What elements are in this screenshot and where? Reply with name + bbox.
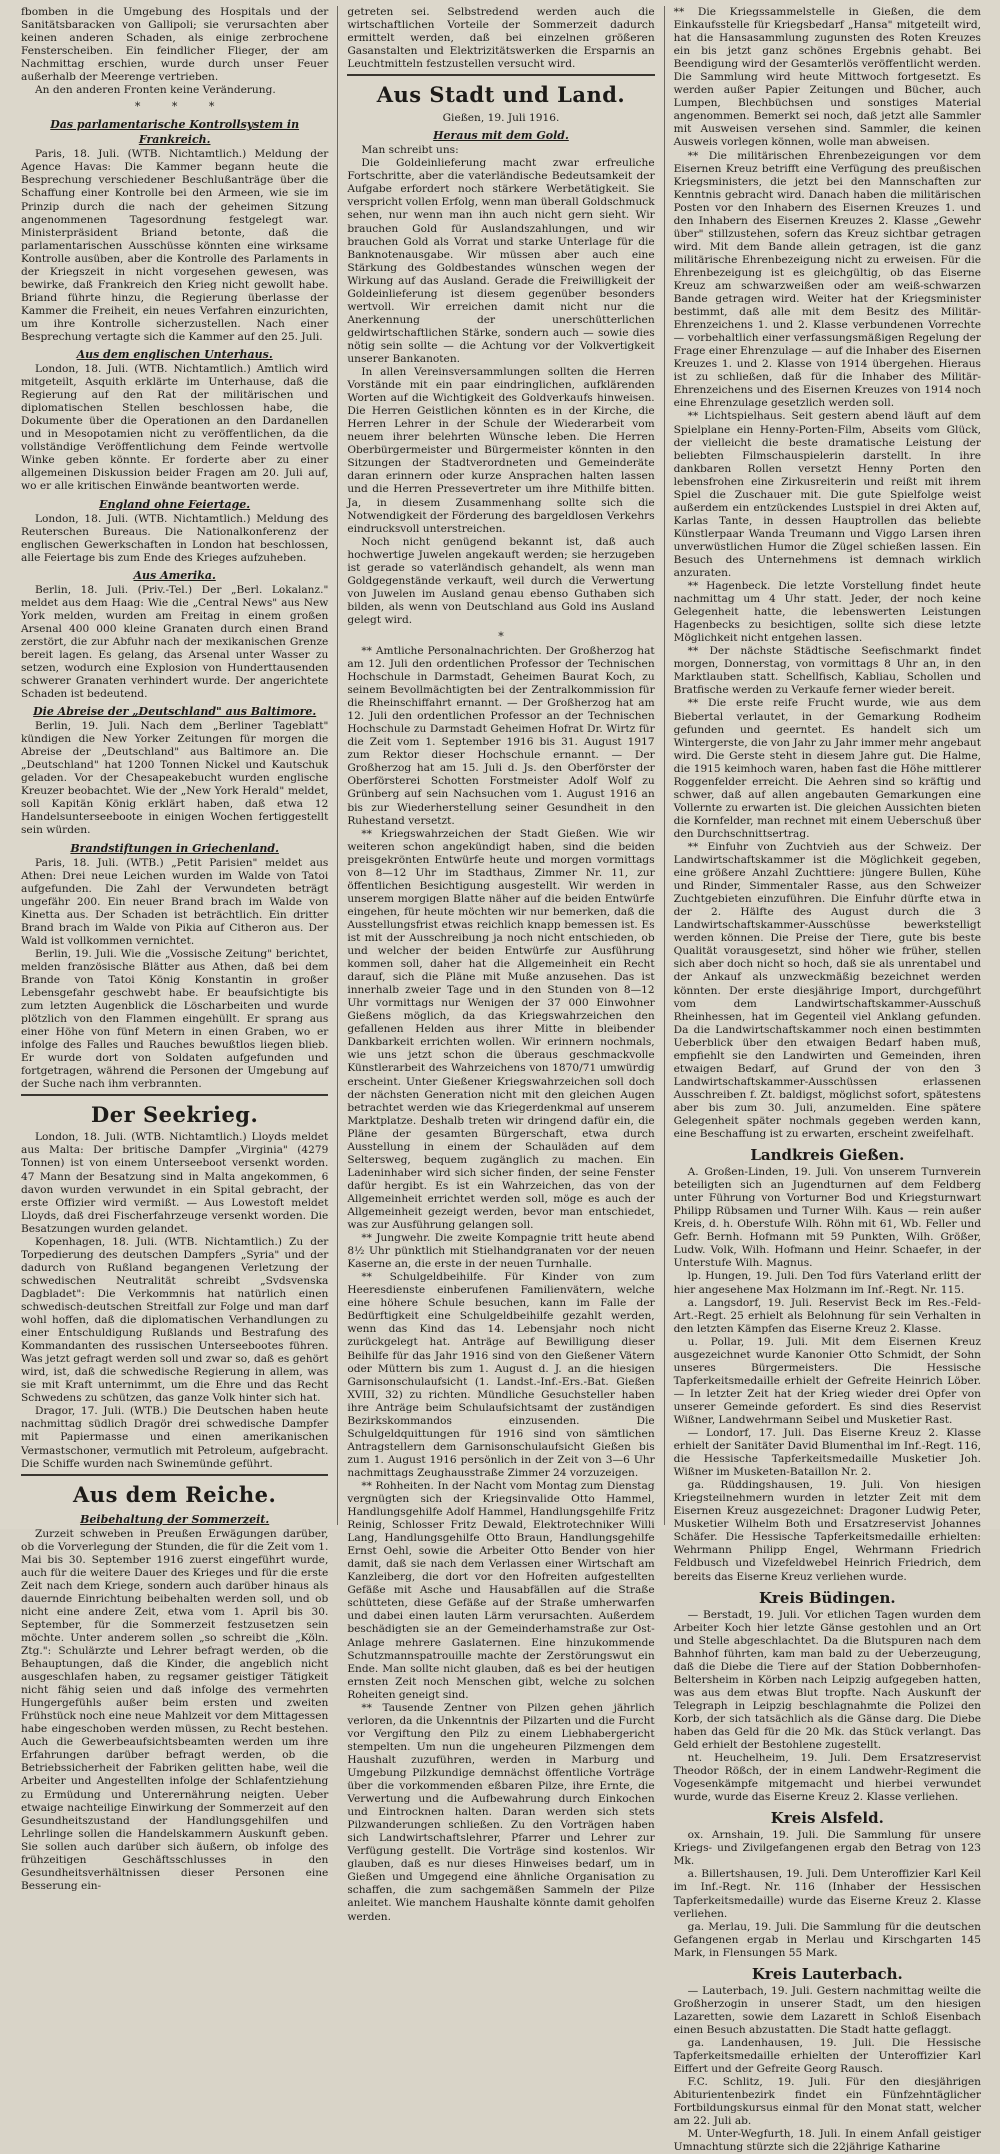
headline-kontrollsystem: Das parlamentarische Kontrollsystem in Frankreich. <box>50 118 300 147</box>
article-gold-3: Noch nicht genügend bekannt ist, daß auch hochwertige Juwelen angekauft werden; sie herzugeben ist gerade so vaterländisch gehandelt, als wenn man Goldgegenstände verkauft, weil durch die Verwertung von Juwelen im Ausland genau ebenso Guthaben sich bilden, als wenn von Deutschland aus Gold ins Ausland gelegt wird. <box>347 535 655 626</box>
divider <box>347 74 654 76</box>
article-lauterbach: — Lauterbach, 19. Juli. Gestern nachmittag weilte die Großherzogin in unserer Stadt, um den hiesigen Lazaretten, sowie dem Lazarett in Schloß Eisenbach einen Besuch abzustatten. Die Stadt hatte geflaggt. <box>673 1984 981 2036</box>
headline-kreis-lauterbach: Kreis Lauterbach. <box>751 1964 903 1983</box>
headline-stadt-und-land: Aus Stadt und Land. <box>376 82 626 108</box>
article-pilze: ** Tausende Zentner von Pilzen gehen jährlich verloren, da die Unkenntnis der Pilzarten und die Furcht vor Vergiftung den Pilz zu einem Liebhabergericht stempelten. Um nun die ungeheuren Pilzmengen dem Haushalt zuzuführen, werden in Marburg und Umgebung Pilzkundige demnächst öffentliche Vorträge über die vorkommenden eßbaren Pilze, ihre Ernte, die Verwertung und die Aufbewahrung durch Einkochen und Eintrocknen halten. Daran werden sich stets Pilzwanderungen schließen. Zu den Vorträgen haben sich Landwirtschaftslehrer, Pfarrer und Lehrer zur Verfügung gestellt. Die Vorträge sind kostenlos. Wir glauben, daß es nur dieses Hinweises bedarf, um in Gießen und Umgegend eine ähnliche Organisation zu schaffen, die zum sachgemäßen Sammeln der Pilze anleitet. Wie manchem Haushalte könnte damit geholfen werden. <box>347 1701 655 1923</box>
article-seefischmarkt: ** Der nächste Städtische Seefischmarkt findet morgen, Donnerstag, von vormittags 8 Uhr an, in den Marktlauben statt. Schellfisch, Kabliau, Schollen und Bratfische werden zu Verkaufe ferner wieder bereit. <box>673 645 981 697</box>
headline-kreis-alsfeld: Kreis Alsfeld. <box>770 1809 884 1828</box>
article-schlitz: F.C. Schlitz, 19. Juli. Für den diesjährigen Abiturientenbezirk findet ein Fünfzehntäglicher Fortbildungskursus einmal für den Monat statt, welcher am 22. Juli ab. <box>673 2076 981 2128</box>
article-reife-frucht: ** Die erste reife Frucht wurde, wie aus dem Biebertal verlautet, in der Gemarkung Rodheim gefunden und geerntet. Es handelt sich um Wintergerste, die von Jahr zu Jahr immer mehr angebaut wird. Die Gerste steht in diesem Jahre gut. Die Halme, die 1915 keimhoch waren, haben fast die Höhe mittlerer Roggenfelder erreicht. Die Aehren sind so kräftig und schwer, daß auf allen angebauten Gemarkungen eine Vollernte zu erwarten ist. Die gleichen Aussichten bieten die Kornfelder, man rechnet mit einem Ueberschuß über den Durchschnittsertrag. <box>673 697 981 840</box>
article-hungen: lp. Hungen, 19. Juli. Den Tod fürs Vaterland erlitt der hier angesehene Max Holzmann im Inf.-Regt. Nr. 115. <box>673 1270 981 1296</box>
article-gold-2: In allen Vereinsversammlungen sollten die Herren Vorstände mit ein paar eindringlichen, aufklärenden Worten auf die Wichtigkeit des Goldverkaufs hinweisen. Die Herren Geistlichen könnten es in der Kirche, die Herren Lehrer in der Schule der Wiederarbeit vom neuem ihrer belehrten Wünsche leben. Die Herren Oberbürgermeister und Bürgermeister könnten in den Sitzungen der Stadtverordneten und Gemeinderäte daran erinnern oder kurze Ansprachen halten lassen und die Herren Pressevertreter um ihre Mithilfe bitten. Ja, in diesem Zusammenhang sollte sich die Notwendigkeit der Förderung des bargeldlosen Verkehrs eindrucksvoll unterstreichen. <box>347 366 655 535</box>
article-hansa-sammlung: ** Die Kriegssammelstelle in Gießen, die dem Einkaufsstelle für Kriegsbedarf „Hansa" mitgeteilt wird, hat die Hansasammlung zugunsten des Roten Kreuzes ein bis jetzt ganz schönes Ergebnis gehabt. Bei Beendigung wird der Gesamterlös veröffentlicht werden. Die Sammlung wird heute Mittwoch fortgesetzt. Es werden außer Papier Zeitungen und Bücher, auch Lumpen, Blechbüchsen und sonstiges Material angenommen. Bemerkt sei noch, daß jetzt alle Sammler mit Ausweisen versehen sind. Sammler, die keinen Ausweis vorlegen können, wolle man abweisen. <box>673 6 981 149</box>
headline-landkreis-giessen: Landkreis Gießen. <box>750 1146 905 1165</box>
article-london-feiertage: London, 18. Juli. (WTB. Nichtamtlich.) Meldung des Reuterschen Bureaus. Die Nationalkonferenz der englischen Gewerkschaften in London hat beschlossen, alle Feiertage bis zum Ende des Krieges aufzuheben. <box>21 512 329 564</box>
separator-star: * <box>498 629 518 643</box>
headline-seekrieg: Der Seekrieg. <box>91 1102 259 1128</box>
divider <box>21 1094 328 1096</box>
article-personalnachrichten: ** Amtliche Personalnachrichten. Der Großherzog hat am 12. Juli den ordentlichen Professor der Technischen Hochschule in Darmstadt, Geheimen Baurat Koch, zu seinem Bevollmächtigten bei der Zentralkommission für die Rheinschiffahrt ernannt. — Der Großherzog hat am 12. Juli den ordentlichen Professor an der Technischen Hochschule zu Darmstadt Geheimen Hofrat Dr. Wirtz für die Zeit vom 1. September 1916 bis 31. August 1917 zum Rektor dieser Hochschule ernannt. — Der Großherzog hat am 15. Juli d. Js. den Oberförster der Oberförsterei Schotten Forstmeister Adolf Wolf zu Grünberg auf sein Nachsuchen vom 1. August 1916 an bis zur Wiederherstellung seiner Gesundheit in den Ruhestand versetzt. <box>347 644 655 827</box>
article-unter-wegfurth: M. Unter-Wegfurth, 18. Juli. In einem Anfall geistiger Umnachtung stürzte sich die 22jährige Katharine <box>673 2128 981 2154</box>
article-berlin-tatoi: Berlin, 19. Juli. Wie die „Vossische Zeitung" berichtet, melden französische Blätter aus Athen, daß bei dem Brande von Tatoi König Konstantin in großer Lebensgefahr geschwebt habe. Er beaufsichtigte bis zum letzten Augenblick die Löscharbeiten und wurde plötzlich von den Flammen eingehüllt. Er sprang aus einer Höhe von fünf Metern in einen Graben, wo er infolge des Falles und Rauches bewußtlos liegen blieb. Er wurde dort von Soldaten aufgefunden und fortgetragen, während die Personen der Umgebung auf der Suche nach ihm verbrannten. <box>21 947 329 1091</box>
headline-gold: Heraus mit dem Gold. <box>433 129 569 143</box>
article-sommerzeit: Zurzeit schweben in Preußen Erwägungen darüber, ob die Vorverlegung der Stunden, die für die Zeit vom 1. Mai bis 30. September 1916 zuerst eingeführt wurde, auch für die weitere Dauer des Krieges und für die erste Zeit nach dem Kriege, sondern auch darüber hinaus als dauernde Einrichtung beibehalten werden soll, und ob nicht eine andere Zeit, etwa vom 1. April bis 30. September, für die Sommerzeit festzusetzen sein möchte. Unter anderem sollen „so schreibt die „Köln. Ztg.": Schulärzte und Lehrer befragt werden, ob die Behauptungen, daß die Kinder, die angeblich nicht ausgeschlafen haben, zu regsamer geistiger Tätigkeit nicht fähig seien und daß infolge des vermehrten Hungergefühls außer beim ersten und zweiten Frühstück noch eine neue Mahlzeit vor dem Mittagessen habe eingeschoben werden müssen, zu Recht bestehen. Auch die Gewerbeaufsichtsbeamten werden um ihre Erfahrungen darüber befragt werden, ob die Betriebssicherheit der Fabriken gelitten habe, weil die Arbeiter und Angestellten infolge der Schlafentziehung zu Ermüdung und Unterernährung neigten. Ueber etwaige nachteilige Einwirkung der Sommerzeit auf den Gesundheitszustand der Handlungsgehilfen und Lehrlinge sollen die Handelskammern Auskunft geben. Sie sollen auch darüber sich äußern, ob infolge des frühzeitigen Geschäftsschlusses in den Gesundheitsverhältnissen dieser Personen eine Besserung ein- <box>21 1527 329 1892</box>
article-schulgeldbeihilfe: ** Schulgeldbeihilfe. Für Kinder von zum Heeresdienste einberufenen Familienvätern, welche eine höhere Schule besuchen, kann im Falle der Bedürftigkeit eine Schulgeldbeihilfe gezahlt werden, wenn das Kind das 14. Lebensjahr noch nicht zurückgelegt hat. Anträge auf Bewilligung dieser Beihilfe für das Jahr 1916 sind von den Gießener Vätern oder Müttern bis zum 1. August d. J. an die hiesigen Garnisonschulaufsicht (1. Landst.-Inf.-Ers.-Bat. Gießen XVIII, 32) zu richten. Mündliche Gesuchsteller haben ihre Anträge beim Schulaufsichtsamt der zuständigen Bezirkskommandos einzusenden. Die Schulgeldquittungen für 1916 sind von sämtlichen Antragstellern dem Garnisonschulaufsicht Gießen bis zum 1. August 1916 persönlich in der Zeit von 3—6 Uhr nachmittags Zeughausstraße Zimmer 24 vorzuzeigen. <box>347 1271 655 1479</box>
article-paris-kammer: Paris, 18. Juli. (WTB. Nichtamtlich.) Meldung der Agence Havas: Die Kammer begann heute die Besprechung verschiedener Beschlußanträge über die Schaffung einer Kontrolle bei den Armeen, wie sie im Prinzip durch die nach der geheimen Sitzung angenommenen Tagesordnung festgelegt war. Ministerpräsident Briand betonte, daß die parlamentarischen Ausschüsse könnten eine wirksame Kontrolle ausüben, aber die Kontrolle des Parlaments in der Kriegszeit in nicht vorgesehen gewesen, was bewirke, daß Frankreich den Krieg nicht gewollt habe. Briand führte hinzu, die Regierung überlasse der Kammer die Freiheit, ein neues Verfahren einzurichten, um ihre Kontrolle sicherzustellen. Nach einer Besprechung vertagte sich die Kammer auf den 25. Juli. <box>21 148 329 343</box>
fragment-top: fbomben in die Umgebung des Hospitals und der Sanitätsbaracken von Gallipoli; sie verursachten aber keinen anderen Schaden, als einige zerbrochene Fensterscheiben. Ein feindlicher Flieger, der am Nachmittag erschien, wurde durch unser Feuer außerhalb der Meerenge vertrieben. <box>21 6 329 84</box>
divider <box>21 1474 328 1476</box>
column-1 <box>12 6 337 1892</box>
article-gold-intro: Man schreibt uns: <box>361 144 459 157</box>
article-london-virginia: London, 18. Juli. (WTB. Nichtamtlich.) Lloyds meldet aus Malta: Der britische Dampfer „Virginia" (4279 Tonnen) ist von einem Unterseeboot versenkt worden. 47 Mann der Besatzung sind in Malta angekommen, 6 davon wurden verwundet in ein Spital gebracht, der erste Offizier wird vermißt. — Aus Lowestoft meldet Lloyds, daß drei Fischerfahrzeuge versenkt worden. Die Besatzungen wurden gelandet. <box>21 1131 329 1235</box>
article-landenhausen: ga. Landenhausen, 19. Juli. Die Hessische Tapferkeitsmedaille erhielten der Unteroffizier Karl Eiffert und der Gefreite Georg Rausch. <box>673 2036 981 2076</box>
headline-aus-dem-reiche: Aus dem Reiche. <box>73 1481 277 1507</box>
article-jungwehr: ** Jungwehr. Die zweite Kompagnie tritt heute abend 8½ Uhr pünktlich mit Stielhandgranaten vor der neuen Kaserne an, die erste in der neuen Turnhalle. <box>347 1232 655 1271</box>
headline-amerika: Aus Amerika. <box>133 568 216 582</box>
article-gold-1: Die Goldeinlieferung macht zwar erfreuliche Fortschritte, aber die vaterländische Bedeutsamkeit der Aufgabe erfordert noch stärkere Werbetätigkeit. Sie verspricht vollen Erfolg, wenn man überall Goldschmuck sehen, nur wenn man ihn auch nicht gern sieht. Wir brauchen Gold für Auslandszahlungen, und wir brauchen Gold als Vorrat und starke Unterlage für die Banknotenausgabe. Wir müssen aber auch eine Stärkung des Goldbestandes wünschen wegen der Wirkung auf das Ausland. Gerade die Freiwilligkeit der Goldeinlieferung ist diesem gegenüber besonders wertvoll. Wir erreichen damit nicht nur die Anerkennung der unerschütterlichen geldwirtschaftlichen Stärke, sondern auch — sowie dies nötig sein sollte — die Achtung vor der Volkvertigkeit unserer Bankanoten. <box>347 157 655 365</box>
headline-sommerzeit: Beibehaltung der Sommerzeit. <box>80 1512 270 1526</box>
article-kopenhagen-syria: Kopenhagen, 18. Juli. (WTB. Nichtamtlich.) Zu der Torpedierung des deutschen Dampfers „Syria" und der dadurch von Rußland begangenen Verletzung der schwedischen Neutralität schreibt „Svdsvenska Dagbladet": Die Verkommnis hat natürlich einen schwedisch-deutschen Streitfall zur Folge und man darf wohl hoffen, daß die diplomatischen Verhandlungen zu einer Entschuldigung Rußlands und Bestrafung des Kommandanten des russischen Unterseebootes führen. Was jetzt gefragt werden soll und zwar so, daß es gehört wird, ist, daß die schwedische Regierung in allem, was sie mit Kraft unternimmt, um die Ehre und das Recht Schwedens zu schützen, das ganze Volk hinter sich hat. <box>21 1235 329 1405</box>
article-ehrenbezeigungen: ** Die militärischen Ehrenbezeigungen vor dem Eisernen Kreuz betrifft eine Verfügung des preußischen Kriegsministers, die jetzt bei den Mannschaften zur Kenntnis gebracht wird. Danach haben die militärischen Posten vor den Inhabern des Eisernen Kreuzes 1. und den Inhabern des Eisernen Kreuzes 2. Klasse „Gewehr über" stillzustehen, sofern das Kreuz sichtbar getragen wird. Mit dem Bande allein getragen, ist die ganz militärische Ehrenbezeigung nicht zu erweisen. Für die Ehrenbezeigung ist es gleichgültig, ob das Eiserne Kreuz am schwarzweißen oder am weiß-schwarzen Bande getragen wird. Weiter hat der Kriegsminister bestimmt, daß alle mit dem Besitz des Militär-Ehrenzeichens 1. und 2. Klasse verbundenen Vorrechte — vorbehaltlich einer verfassungsmäßigen Regelung der Frage einer Ehrenzulage — auf die Inhaber des Eisernen Kreuzes 1. und 2. Klasse von 1914 übergehen. Hieraus ist zu schließen, daß für die Inhaber des Militär-Ehrenzeichens und des Eisernen Kreuzes von 1914 noch eine Ehrenzulage gesetzlich werden soll. <box>673 149 981 410</box>
article-london-asquith: London, 18. Juli. (WTB. Nichtamtlich.) Amtlich wird mitgeteilt, Asquith erklärte im Unterhause, daß die Regierung auf den Rat der militärischen und diplomatischen Stellen beschlossen habe, die Dokumente über die Operationen an den Dardanellen und in Mesopotamien nicht zu veröffentlichen, da die vollständige Veröffentlichung dem Feinde wertvolle Winke geben könnte. Er forderte aber zu einer allgemeinen Diskussion beider Fragen am 20. Juli auf, wo er alle kritischen Einwände beantworten werde. <box>21 363 329 493</box>
article-paris-athen: Paris, 18. Juli. (WTB.) „Petit Parisien" meldet aus Athen: Drei neue Leichen wurden im Walde von Tatoi aufgefunden. Die Zahl der Verwundeten beträgt ungefähr 200. Ein neuer Brand brach im Walde von Kinetta aus. Der Schaden ist beträchtlich. Ein dritter Brand brach im Walde von Pikia auf Citheron aus. Der Wald ist vollkommen vernichtet. <box>21 856 329 947</box>
headline-england-feiertage: England ohne Feiertage. <box>99 497 251 511</box>
article-merlau: ga. Merlau, 19. Juli. Die Sammlung für die deutschen Gefangenen ergab in Merlau und Kirschgarten 145 Mark, in Flensungen 55 Mark. <box>673 1920 981 1959</box>
article-pollar: u. Pollar, 19. Juli. Mit dem Eisernen Kreuz ausgezeichnet wurde Kanonier Otto Schmidt, der Sohn unseres Bürgermeisters. Die Hessische Tapferkeitsmedaille erhielt der Gefreite Heinrich Löber. — In letzter Zeit hat der Krieg wieder drei Opfer von unserer Gemeinde gefordert. Es sind dies Reservist Wißner, Landwehrmann Seibel und Musketier Rast. <box>673 1335 981 1426</box>
column-2 <box>337 6 663 1923</box>
article-kriegswahrzeichen: ** Kriegswahrzeichen der Stadt Gießen. Wie wir weiteren schon angekündigt haben, sind die beiden preisgekrönten Entwürfe heute und morgen vormittags von 8—12 Uhr im Stadthaus, Zimmer Nr. 11, zur öffentlichen Besichtigung ausgestellt. Wir werden in unserem morgigen Blatte näher auf die beiden Entwürfe eingehen, für heute möchten wir nur bemerken, daß die Ausstellungsfrist etwas reichlich knapp bemessen ist. Es ist mit der Ausschreibung ja noch nicht entschieden, ob und welcher der beiden Entwürfe zur Ausführung kommen soll, daher hat die Allgemeinheit ein Recht darauf, sich die Pläne mit Muße anzusehen. Das ist innerhalb zweier Tage und in den Stunden von 8—12 Uhr vormittags nur Wenigen der 37 000 Einwohner Gießens möglich, da das Kriegswahrzeichen den gefallenen Helden aus ihrer Mitte in bleibender Dankbarkeit errichten wollen. Wir erinnern nochmals, wie uns jetzt schon die überaus geschmackvolle Künstlerarbeit des Wahrzeichens von 1870/71 umwürdig erscheint. Unter Gießener Kriegswahrzeichen soll doch der nächsten Generation nicht mit den gleichen Augen betrachtet werden wie das Kriegerdenkmal auf unserem Marktplatze. Deshalb treten wir dringend dafür ein, die Pläne der gesamten Bürgerschaft, etwa durch Ausstellung in einem der Schauläden auf dem Seltersweg, bequem zugänglich zu machen. Ein Ladeninhaber wird sich sicher finden, der seine Fenster dafür hergibt. Es ist ein Wahrzeichen, das von der Allgemeinheit errichtet werden soll, möge es auch der Allgemeinheit gezeigt werden, bevor man entschiedet, was zur Ausführung gelangen soll. <box>347 827 655 1232</box>
article-hagenbeck: ** Hagenbeck. Die letzte Vorstellung findet heute nachmittag um 4 Uhr statt. Jeder, der noch keine Gelegenheit hatte, die lebenswerten Leistungen Hagenbecks zu besichtigen, sollte sich diese letzte Möglichkeit nicht entgehen lassen. <box>673 580 981 645</box>
fragment-top-2: An den anderen Fronten keine Veränderung. <box>35 84 276 97</box>
article-deutschland: Berlin, 19. Juli. Nach dem „Berliner Tageblatt" kündigen die New Yorker Zeitungen für morgen die Abreise der „Deutschland" aus Baltimore an. Die „Deutschland" hat 1200 Tonnen Nickel und Kautschuk geladen. Vor der Chesapeakebucht wurden englische Kreuzer beobachtet. Wie der „New York Herald" meldet, soll Kapitän König erklärt haben, daß etwa 12 Handelsunterseeboote in einigen Wochen fertiggestellt sein würden. <box>21 720 329 837</box>
headline-kreis-buedingen: Kreis Büdingen. <box>758 1588 896 1607</box>
headline-unterhaus: Aus dem englischen Unterhaus. <box>76 348 273 362</box>
dateline: Gießen, 19. Juli 1916. <box>442 112 560 125</box>
article-grossen-linden: A. Großen-Linden, 19. Juli. Von unserem Turnverein beteiligten sich an Jugendturnen auf dem Feldberg unter Führung von Vorturner Bod und Kriegsturnwart Philipp Rübsamen und Turner Wilh. Kaus — rein außer Kreis, d. h. Oberstufe Wilh. Röhn mit 61, Wb. Feller und Gefr. Bernh. Hofmann mit 59 Punkten, Wilh. Größer, Ludw. Volk, Wilh. Hofmann und Heinr. Schaefer, in der Unterstufe Wilh. Magnus. <box>673 1166 981 1270</box>
article-rohheiten: ** Rohheiten. In der Nacht vom Montag zum Dienstag vergnügten sich der Kriegsinvalide Otto Hammel, Handlungsgehilfe Adolf Hammel, Handlungsgehilfe Fritz Reinig, Schlosser Fritz Dewald, Elektrotechniker Willi Lang, Handlungsgehilfe Otto Braun, Handlungsgehilfe Ernst Oehl, sowie die Arbeiter Otto Bender von hier damit, daß sie nach dem Verlassen einer Wirtschaft am Kanzleiberg, die dort vor den Hofreiten aufgestellten Gefäße mit Asche und Hausabfällen auf die Straße schütteten, diese Gefäße auf der Straße umherwarfen und dabei einen lauten Lärm verursachten. Außerdem beschädigten sie an der Gemeinderhamstraße zur Ost-Anlage mehrere Gaslaternen. Eine hinzukommende Schutzmannspatrouille machte der Zerstörungswut ein Ende. Man sollte nicht glauben, daß es bei der heutigen ernsten Zeit noch Menschen gibt, welche zu solchen Roheiten geneigt sind. <box>347 1479 655 1701</box>
article-langsdorf: a. Langsdorf, 19. Juli. Reservist Beck im Res.-Feld-Art.-Regt. 25 erhielt als Belohnung für sein Verhalten in den letzten Kämpfen das Eiserne Kreuz 2. Klasse. <box>673 1296 981 1335</box>
column-3 <box>664 6 990 2154</box>
separator-stars: * * * <box>134 100 229 114</box>
article-heuchelheim: nt. Heuchelheim, 19. Juli. Dem Ersatzreservist Theodor Rößch, der in einem Landwehr-Regiment die Vogesenkämpfe mitgemacht und hierbei verwundet wurde, wurde das Eiserne Kreuz 2. Klasse verliehen. <box>673 1752 981 1804</box>
headline-griechenland: Brandstiftungen in Griechenland. <box>70 841 279 855</box>
fragment-top: getreten sei. Selbstredend werden auch die wirtschaftlichen Vorteile der Sommerzeit dadurch ermittelt werden, daß bei einzelnen größeren Gasanstalten und Elektrizitätswerken die Ersparnis an Leuchtmitteln festzustellen versucht wird. <box>347 6 655 71</box>
article-billertshausen: a. Billertshausen, 19. Juli. Dem Unteroffizier Karl Keil im Inf.-Regt. Nr. 116 (Inhaber der Hessischen Tapferkeitsmedaille) wurde das Eiserne Kreuz 2. Klasse verliehen. <box>673 1868 981 1920</box>
article-dragor: Dragor, 17. Juli. (WTB.) Die Deutschen haben heute nachmittag südlich Dragör drei schwedische Dampfer mit Papiermasse und einen amerikanischen Vermastschoner, vermutlich mit Petroleum, aufgebracht. Die Schiffe wurden nach Swinemünde geführt. <box>21 1405 329 1470</box>
article-berstadt: — Berstadt, 19. Juli. Vor etlichen Tagen wurden dem Arbeiter Koch hier letzte Gänse gestohlen und an Ort und Stelle abgeschlachtet. Da die Blutspuren nach dem Bahnhof führten, kam man bald zu der Ueberzeugung, daß die Diebe die Tiere auf der Station Dobbernhofen-Beltersheim in Körben nach Leipzig aufgegeben hatten, was aus dem etwas Blut tropfte. Nach Auskunft der Telegraph in Leipzig beschlagnahmte die Polizei den Korb, der sich tatsächlich als die Gänse darg. Die Diebe haben das Geld für die 20 Mk. das Stück verlangt. Das Geld erhielt der Bestohlene zugestellt. <box>673 1608 981 1752</box>
article-zuchtvieh: ** Einfuhr von Zuchtvieh aus der Schweiz. Der Landwirtschaftskammer ist die Möglichkeit gegeben, eine größere Anzahl Zuchttiere: jüngere Bullen, Kühe und Rinder, Simmentaler Rasse, aus den Schweizer Zuchtgebieten einzuführen. Die Einfuhr dürfte etwa in der 2. Hälfte des August durch die 3 Landwirtschaftskammer-Ausschüsse bewerkstelligt werden können. Die Preise der Tiere, gute bis beste Qualität vorausgesetzt, sind höher wie früher, stellen sich aber doch nicht so hoch, daß sie als unrentabel und der Ankauf als unzweckmäßig bezeichnet werden könnten. Der erste diesjährige Import, durchgeführt vom dem Landwirtschaftskammer-Ausschuß Rheinhessen, hat im Gegenteil viel Anklang gefunden. Da die Landwirtschaftskammer noch einen bestimmten Ueberblick über den etwaigen Bedarf haben muß, empfiehlt sie den Landwirten und Gemeinden, ihren etwaigen Bedarf, auf Grund der von den 3 Landwirtschaftskammer-Ausschüssen erlassenen Ausschreiben f. Zt. baldigst, möglichst sofort, spätestens aber bis zum 30. Juli, anzumelden. Eine spätere Gelegenheit später nochmals gegeben werden kann, eine Beschaffung ist zu erwarten, erscheint zweifelhaft. <box>673 841 981 1141</box>
article-berlin-arsenal: Berlin, 18. Juli. (Priv.-Tel.) Der „Berl. Lokalanz." meldet aus dem Haag: Wie die „Central News" aus New York melden, wurden am Freitag in einem großen Arsenal 400 000 kleine Granaten durch einen Brand zerstört, die zur Abfuhr nach der mexikanischen Grenze bereit lagen. Es gelang, das Arsenal unter Wasser zu setzen, wodurch eine Explosion von Hunderttausenden schwerer Granaten verhindert wurde. Der angerichtete Schaden ist bedeutend. <box>21 583 329 701</box>
article-arnshain: ox. Arnshain, 19. Juli. Die Sammlung für unsere Kriegs- und Zivilgefangenen ergab den Betrag von 123 Mk. <box>673 1829 981 1868</box>
headline-deutschland-baltimore: Die Abreise der „Deutschland" aus Baltimore. <box>33 705 317 719</box>
article-rueddingshausen: ga. Rüddingshausen, 19. Juli. Von hiesigen Kriegsteilnehmern wurden in letzter Zeit mit dem Eisernen Kreuz ausgezeichnet: Dragoner Ludwig Peter, Musketier Wilhelm Both und Ersatzreservist Johannes Schäfer. Die Hessische Tapferkeitsmedaille erhielten: Wehrmann Philipp Engel, Wehrmann Friedrich Feldbusch und Vizefeldwebel Heinrich Friedrich, dem bereits das Eiserne Kreuz verliehen wurde. <box>673 1479 981 1583</box>
article-londorf: — Londorf, 17. Juli. Das Eiserne Kreuz 2. Klasse erhielt der Sanitäter David Blumenthal im Inf.-Regt. 116, die Hessische Tapferkeitsmedaille Musketier Joh. Wißner im Musketen-Bataillon Nr. 2. <box>673 1427 981 1479</box>
article-lichtspielhaus: ** Lichtspielhaus. Seit gestern abend läuft auf dem Spielplane ein Henny-Porten-Film, Abseits vom Glück, der vielleicht die beste dramatische Leistung der beliebten Filmschauspielerin darstellt. In ihre dankbaren Rollen versetzt Henny Porten den lebensfrohen eine Zirkusreiterin und reißt mit ihrem Spiel die Zuschauer mit. Die gute Spielfolge weist außerdem ein entzückendes Lustspiel in drei Akten auf, Karlas Tante, in dessen Hauptrollen das beliebte Künstlerpaar Wanda Treumann und Viggo Larsen ihren unverwüstlichen Humor die Zügel schießen lassen. Ein Besuch des Unternehmens ist demnach wirklich anzuraten. <box>673 410 981 580</box>
